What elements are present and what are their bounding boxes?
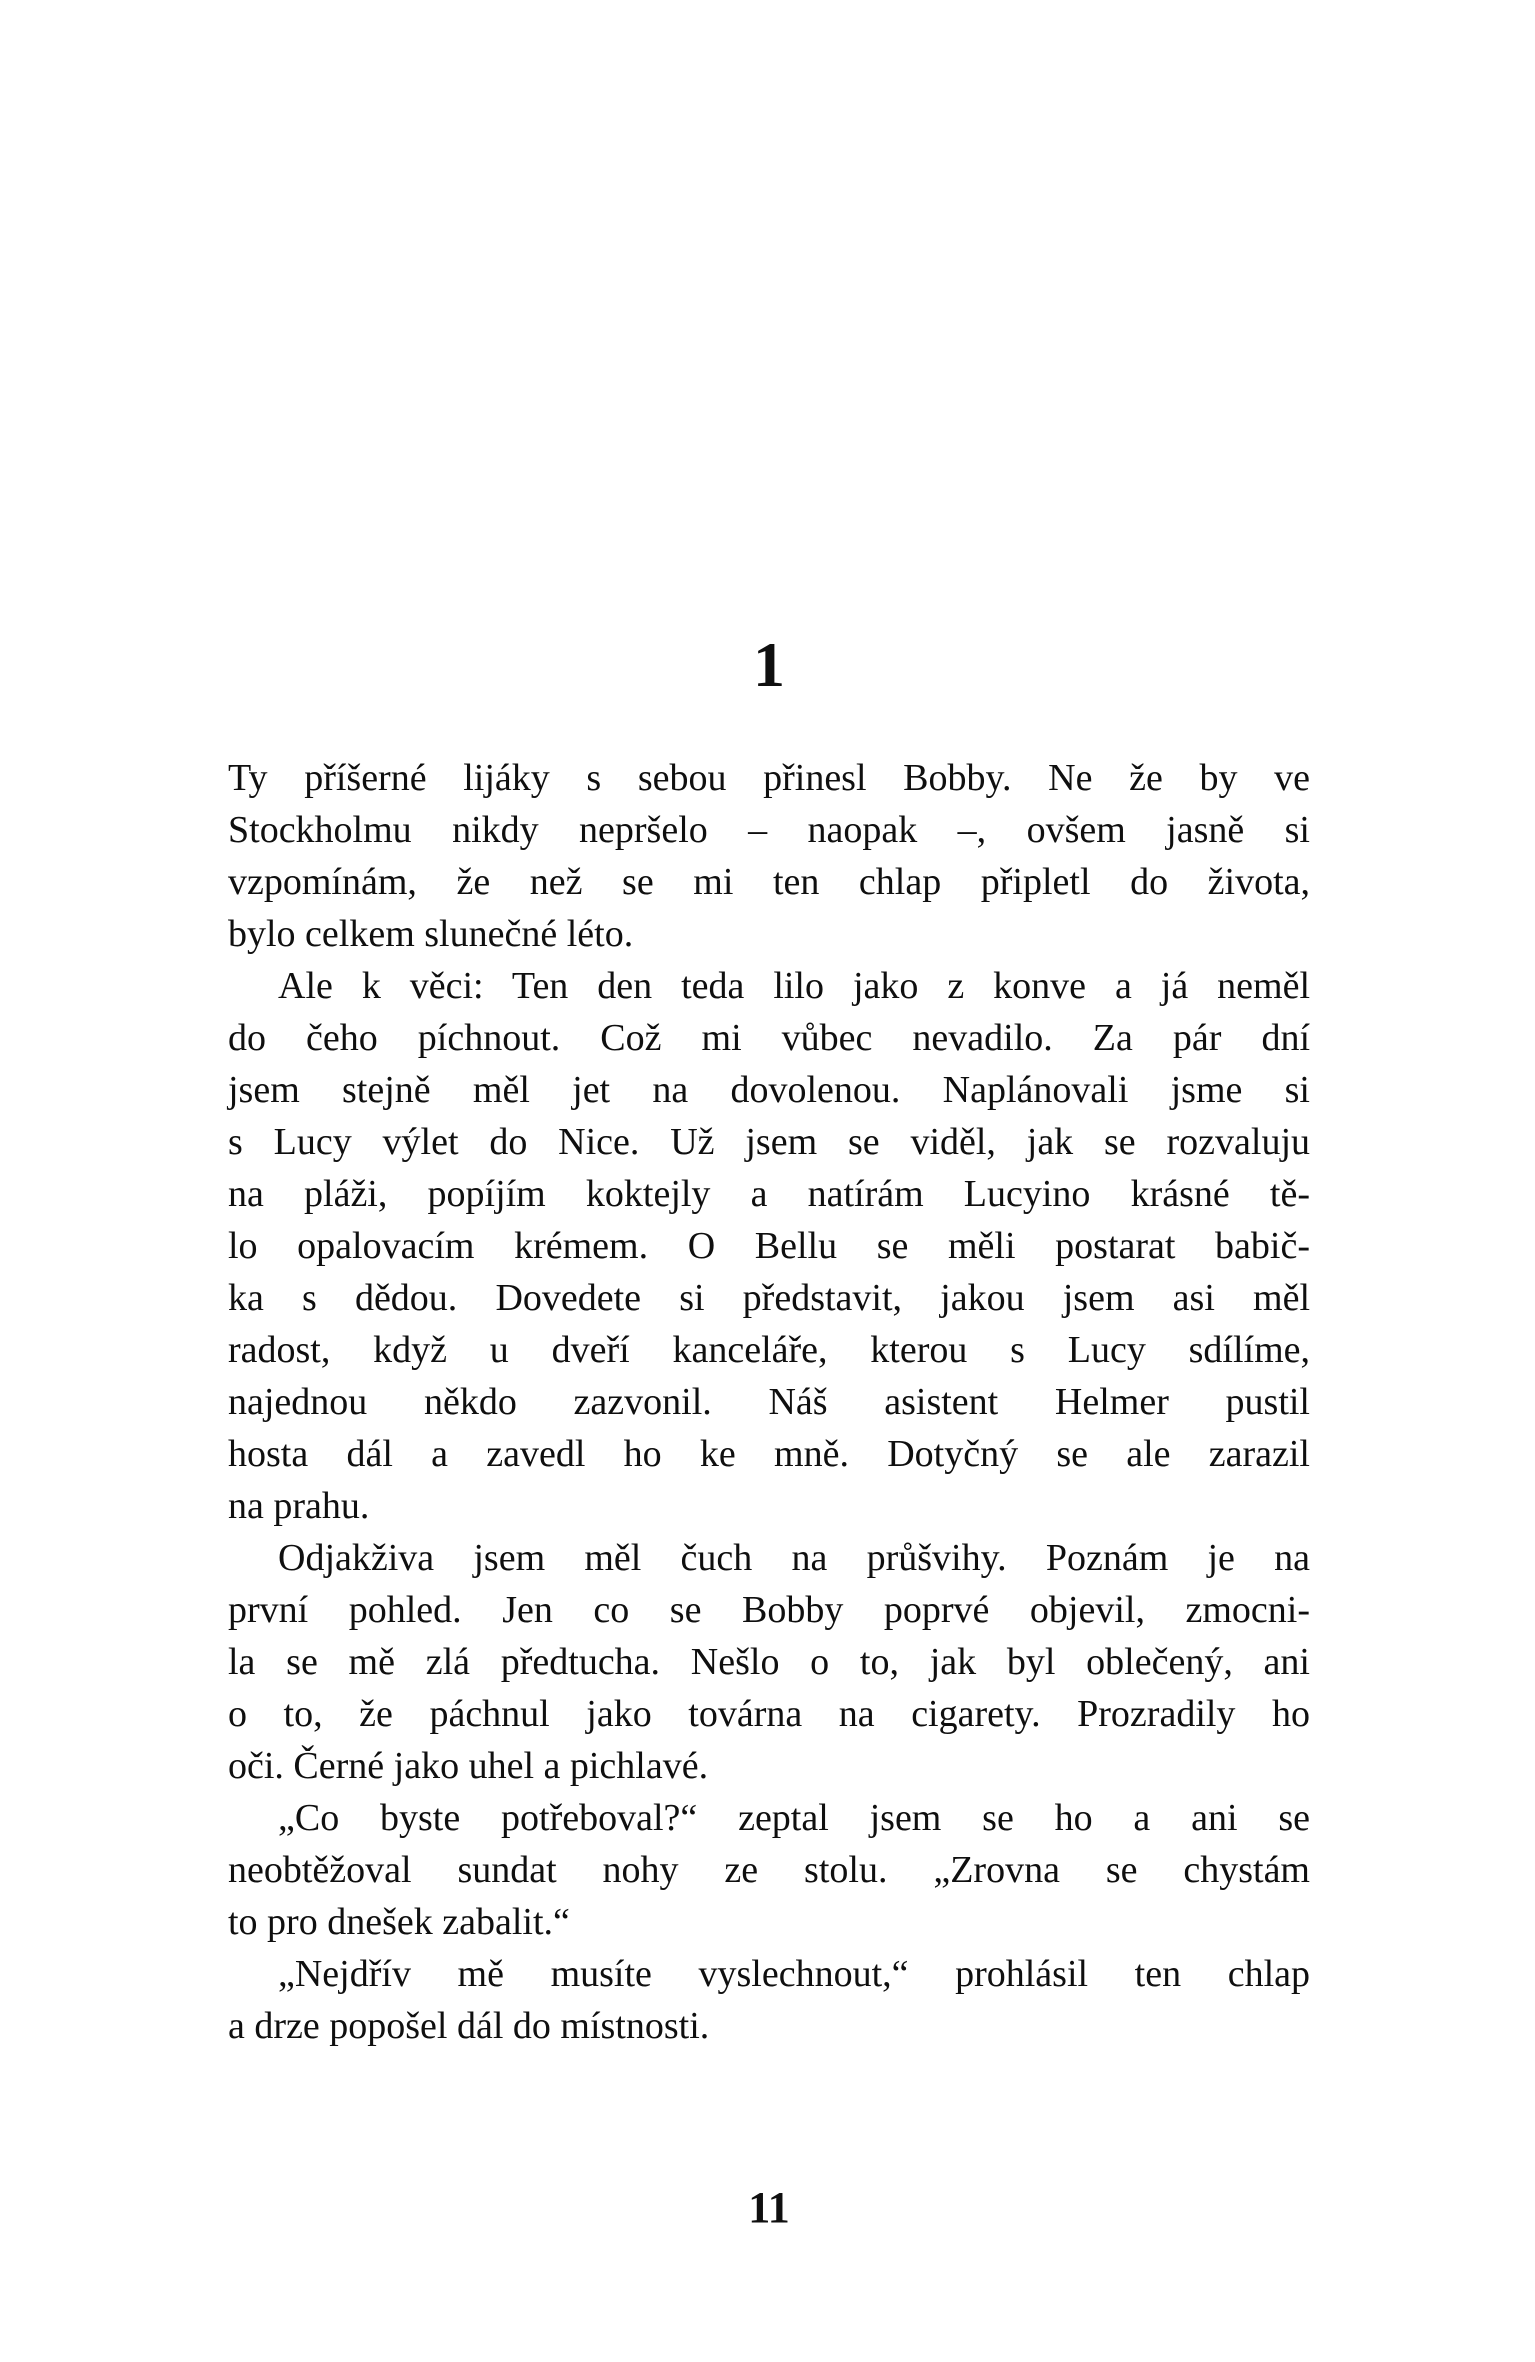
text-line: bylo celkem slunečné léto. [228,913,634,955]
body-text-block [228,752,1310,2052]
text-line: na pláži, popíjím koktejly a natírám Lucyino krásné tě- [228,1173,1310,1215]
page-number: 11 [748,2183,790,2232]
text-line: vzpomínám, že než se mi ten chlap připletl do života, [228,861,1310,903]
text-line: radost, když u dveří kanceláře, kterou s Lucy sdílíme, [228,1329,1310,1371]
text-line: první pohled. Jen co se Bobby poprvé objevil, zmocni- [228,1589,1310,1631]
text-line: „Co byste potřeboval?“ zeptal jsem se ho a ani se [278,1797,1310,1839]
text-line: „Nejdřív mě musíte vyslechnout,“ prohlásil ten chlap [278,1953,1310,1995]
text-line: Ale k věci: Ten den teda lilo jako z konve a já neměl [278,965,1310,1007]
text-line: s Lucy výlet do Nice. Už jsem se viděl, jak se rozvaluju [228,1121,1310,1163]
text-line: Ty příšerné lijáky s sebou přinesl Bobby. Ne že by ve [228,757,1310,799]
text-line: neobtěžoval sundat nohy ze stolu. „Zrovna se chystám [228,1849,1310,1891]
text-line: do čeho píchnout. Což mi vůbec nevadilo. Za pár dní [228,1017,1310,1059]
text-line: to pro dnešek zabalit.“ [228,1901,570,1943]
text-line: hosta dál a zavedl ho ke mně. Dotyčný se ale zarazil [228,1433,1310,1475]
text-line: Stockholmu nikdy nepršelo – naopak –, ovšem jasně si [228,809,1310,851]
text-line: Odjakživa jsem měl čuch na průšvihy. Poznám je na [278,1537,1310,1579]
text-line: najednou někdo zazvonil. Náš asistent Helmer pustil [228,1381,1310,1423]
text-line: a drze popošel dál do místnosti. [228,2005,710,2047]
text-line: la se mě zlá předtucha. Nešlo o to, jak byl oblečený, ani [228,1641,1310,1683]
text-line: jsem stejně měl jet na dovolenou. Naplánovali jsme si [228,1069,1310,1111]
text-line: o to, že páchnul jako továrna na cigarety. Prozradily ho [228,1693,1310,1735]
text-line: lo opalovacím krémem. O Bellu se měli postarat babič- [228,1225,1310,1267]
chapter-number: 1 [753,629,785,700]
text-line: oči. Černé jako uhel a pichlavé. [228,1745,709,1787]
text-line: na prahu. [228,1485,370,1527]
text-line: ka s dědou. Dovedete si představit, jakou jsem asi měl [228,1277,1310,1319]
